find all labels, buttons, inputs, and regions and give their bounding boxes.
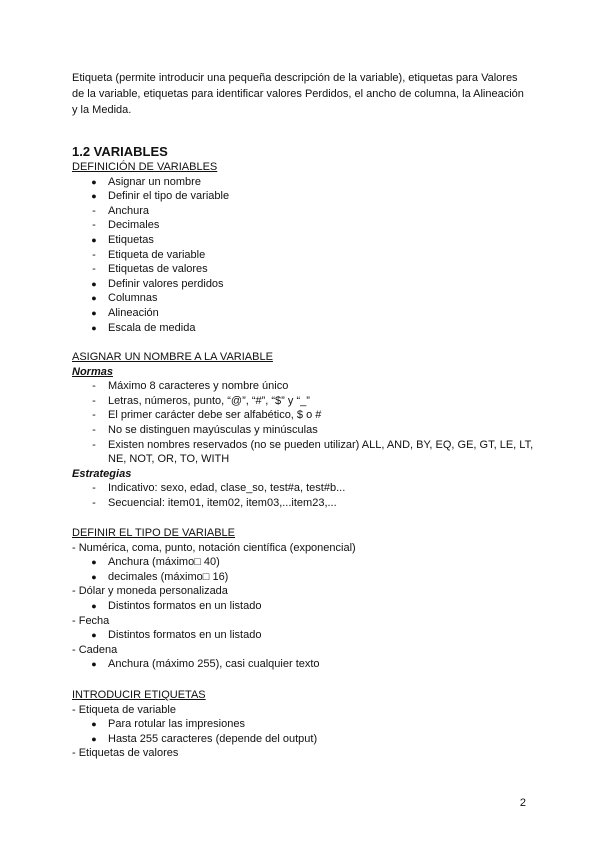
estrategias-title: Estrategias	[72, 467, 132, 480]
bullet-marker: ●	[91, 659, 97, 670]
list-item-text: Letras, números, punto, “@”, “#”, “$” y “_”	[108, 394, 310, 407]
dash-marker: -	[92, 409, 96, 422]
list-item-text: Escala de medida	[108, 321, 196, 334]
dash-marker: -	[92, 423, 96, 436]
list-item	[72, 218, 552, 233]
etiquetas-sublist-variable	[72, 717, 552, 746]
etiquetas-line-variable: - Etiqueta de variable	[72, 703, 176, 716]
etiquetas-title: INTRODUCIR ETIQUETAS	[72, 689, 206, 701]
list-item-text: Indicativo: sexo, edad, clase_so, test#a, test#b...	[108, 482, 346, 495]
dash-marker: -	[92, 482, 96, 495]
bullet-marker: ●	[91, 719, 97, 730]
tipo-section	[72, 526, 552, 672]
bullet-marker: ●	[91, 293, 97, 304]
list-item-text: Anchura	[108, 204, 149, 217]
list-item	[72, 717, 552, 732]
list-item	[72, 379, 552, 394]
list-item-text: Etiquetas	[108, 233, 154, 246]
list-item-text: No se distinguen mayúsculas y minúsculas	[108, 423, 318, 436]
bullet-marker: ●	[91, 307, 97, 318]
bullet-marker: ●	[91, 234, 97, 245]
dash-marker: -	[92, 380, 96, 393]
dash-marker: -	[92, 394, 96, 407]
dash-marker: -	[92, 263, 96, 276]
tipo-sublist-cadena	[72, 657, 552, 672]
list-item-text: Definir el tipo de variable	[108, 190, 230, 203]
list-item-text: Distintos formatos en un listado	[108, 629, 262, 642]
list-item	[72, 438, 552, 467]
list-item-text: Anchura (máximo 255), casi cualquier texto	[108, 658, 320, 671]
list-item	[72, 277, 552, 292]
list-item-text: Anchura (máximo□ 40)	[108, 556, 220, 569]
asignar-title: ASIGNAR UN NOMBRE A LA VARIABLE	[72, 351, 273, 363]
list-item	[72, 732, 552, 747]
tipo-line-cadena: - Cadena	[72, 643, 118, 656]
list-item-text: Máximo 8 caracteres y nombre único	[108, 380, 289, 393]
list-item-text: Asignar un nombre	[108, 175, 201, 188]
list-item	[72, 189, 552, 204]
list-item-text: El primer carácter debe ser alfabético, $ o #	[108, 409, 322, 422]
bullet-marker: ●	[91, 630, 97, 641]
normas-title: Normas	[72, 365, 113, 378]
dash-marker: -	[92, 204, 96, 217]
list-item	[72, 657, 552, 672]
bullet-marker: ●	[91, 733, 97, 744]
tipo-line-fecha: - Fecha	[72, 614, 110, 627]
normas-list	[72, 379, 552, 467]
list-item	[72, 394, 552, 409]
bullet-marker: ●	[91, 278, 97, 289]
list-item	[72, 233, 552, 248]
bullet-marker: ●	[91, 191, 97, 202]
list-item	[72, 408, 552, 423]
asignar-section	[72, 350, 552, 511]
list-item-text: Definir valores perdidos	[108, 277, 224, 290]
dash-marker: -	[92, 248, 96, 261]
dash-marker: -	[92, 496, 96, 509]
tipo-line-numerica: - Numérica, coma, punto, notación científica (exponencial)	[72, 541, 356, 554]
list-item	[72, 248, 552, 263]
page-number: 2	[519, 797, 526, 809]
bullet-marker: ●	[91, 322, 97, 333]
list-item	[72, 496, 552, 511]
list-item	[72, 555, 552, 570]
etiquetas-section	[72, 688, 552, 761]
bullet-marker: ●	[91, 557, 97, 568]
list-item	[72, 570, 552, 585]
bullet-marker: ●	[91, 600, 97, 611]
list-item	[72, 599, 552, 614]
list-item-text: Etiquetas de valores	[108, 263, 208, 276]
list-item-text: Columnas	[108, 292, 158, 305]
definicion-list	[72, 175, 552, 336]
list-item-text: decimales (máximo□ 16)	[108, 570, 229, 583]
list-item	[72, 291, 552, 306]
etiquetas-line-valores: - Etiquetas de valores	[72, 747, 179, 760]
list-item	[72, 321, 552, 336]
list-item-text: Distintos formatos en un listado	[108, 599, 262, 612]
definicion-section	[72, 160, 552, 335]
list-item-text: Secuencial: item01, item02, item03,...item23,...	[108, 496, 337, 509]
tipo-sublist-fecha	[72, 628, 552, 643]
tipo-line-dolar: - Dólar y moneda personalizada	[72, 585, 228, 598]
list-item-text: Existen nombres reservados (no se pueden utilizar) ALL, AND, BY, EQ, GE, GT, LE, LT, NE, NOT, OR, TO, WITH	[108, 438, 534, 466]
bullet-marker: ●	[91, 176, 97, 187]
list-item	[72, 628, 552, 643]
tipo-title: DEFINIR EL TIPO DE VARIABLE	[72, 527, 236, 539]
list-item	[72, 481, 552, 496]
list-item	[72, 306, 552, 321]
list-item	[72, 423, 552, 438]
list-item	[72, 262, 552, 277]
section-heading: 1.2 VARIABLES	[72, 144, 168, 159]
list-item-text: Hasta 255 caracteres (depende del output)	[108, 732, 318, 745]
dash-marker: -	[92, 438, 96, 451]
bullet-marker: ●	[91, 571, 97, 582]
estrategias-list	[72, 481, 552, 510]
list-item-text: Etiqueta de variable	[108, 248, 206, 261]
list-item-text: Alineación	[108, 306, 159, 319]
definicion-title: DEFINICIÓN DE VARIABLES	[72, 161, 218, 173]
intro-paragraph: Etiqueta (permite introducir una pequeña descripción de la variable), etiquetas para Valores de la variable, etiquetas para identificar valores Perdidos, el ancho de columna, la Alineación y la Medida.	[72, 72, 524, 116]
list-item	[72, 204, 552, 219]
tipo-sublist-dolar	[72, 599, 552, 614]
list-item-text: Decimales	[108, 219, 160, 232]
dash-marker: -	[92, 219, 96, 232]
list-item	[72, 175, 552, 190]
tipo-sublist-numerica	[72, 555, 552, 584]
list-item-text: Para rotular las impresiones	[108, 718, 245, 731]
